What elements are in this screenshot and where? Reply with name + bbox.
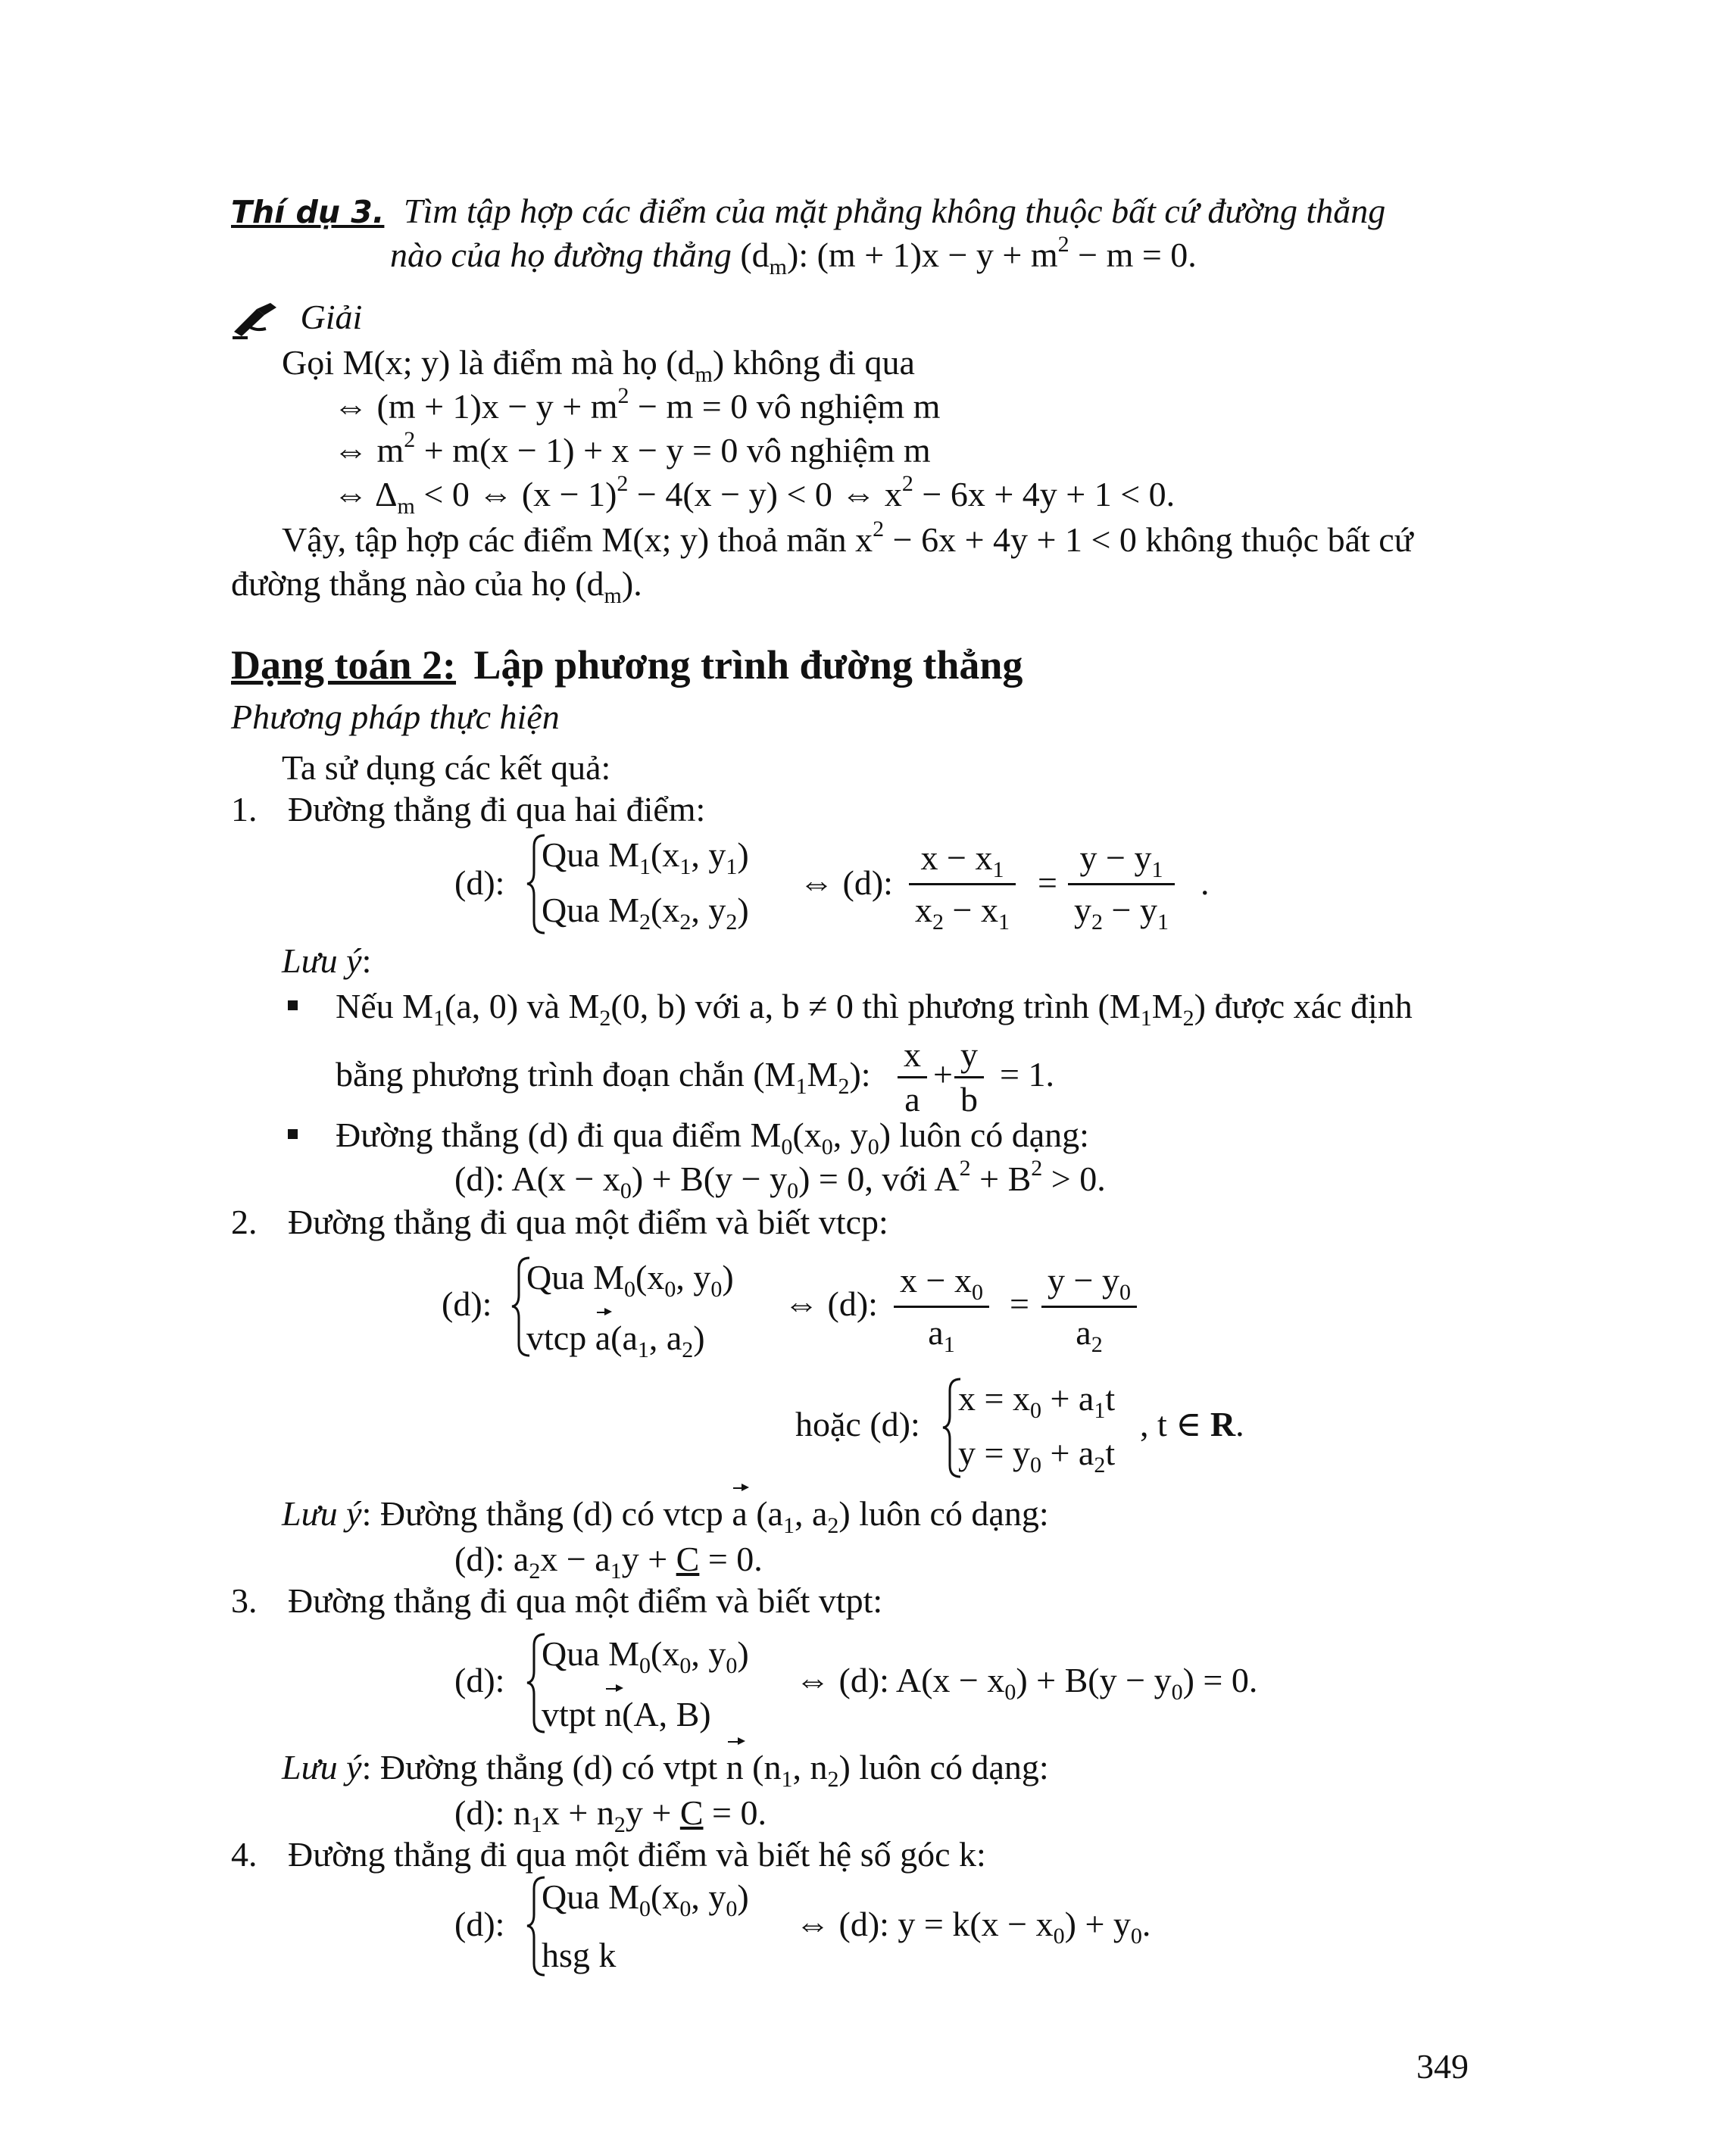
text: Đường thẳng (d) đi qua điểm M xyxy=(336,1116,782,1154)
formula-2-cond-2 xyxy=(526,1316,705,1360)
formula-3-rhs xyxy=(795,1659,1258,1705)
vector-n: n xyxy=(726,1746,744,1790)
subscript: m xyxy=(604,583,622,608)
text: Gọi M(x; y) là điểm mà họ (d xyxy=(282,343,695,382)
text: + a xyxy=(1041,1379,1094,1418)
text: , n xyxy=(792,1748,828,1787)
fraction-denominator xyxy=(894,1306,989,1358)
fraction-denominator: b xyxy=(954,1076,984,1121)
text: ) xyxy=(722,1258,734,1297)
parametric-y xyxy=(958,1431,1116,1478)
formula-4-label: (d): xyxy=(454,1905,505,1943)
text: ⇔ m xyxy=(333,431,404,470)
subscript: 1 xyxy=(726,854,738,879)
text: + a xyxy=(1041,1434,1094,1472)
text: + B xyxy=(970,1159,1032,1198)
formula-3-cond-2 xyxy=(542,1693,711,1737)
text: Qua xyxy=(526,1258,585,1297)
formula-4-cond-1 xyxy=(542,1875,749,1919)
text: , y xyxy=(832,1116,868,1154)
subscript: 1 xyxy=(998,910,1010,935)
text: , t ∈ xyxy=(1140,1405,1210,1443)
text: ) xyxy=(737,1634,749,1673)
subscript: 0 xyxy=(726,1896,738,1921)
example-label: Thí dụ 3. xyxy=(231,194,385,230)
subscript: 2 xyxy=(529,1559,541,1584)
text: (x xyxy=(792,1116,822,1154)
text: ) luôn có dạng: xyxy=(879,1116,1089,1154)
subscript: 1 xyxy=(433,1006,445,1031)
text: R xyxy=(1210,1405,1236,1443)
subscript: 2 xyxy=(1091,1332,1103,1357)
section-title: Lập phương trình đường thẳng xyxy=(473,642,1023,688)
text: ) luôn có dạng: xyxy=(838,1748,1049,1787)
text: y = y xyxy=(958,1434,1030,1472)
item-number: 2. xyxy=(231,1203,258,1241)
note-label: Lưu ý xyxy=(282,941,362,980)
item-4 xyxy=(231,1833,986,1877)
formula-1-fraction-right xyxy=(1068,833,1175,935)
formula-1-fraction-left xyxy=(909,833,1016,935)
formula-2-equals: = xyxy=(1010,1284,1029,1323)
fraction xyxy=(909,833,1016,935)
solution-line-2 xyxy=(333,385,940,429)
parametric-x xyxy=(958,1377,1115,1421)
subscript: 1 xyxy=(1151,857,1163,882)
text: ) xyxy=(737,1877,749,1916)
subscript: 0 xyxy=(679,1653,692,1678)
text: , y xyxy=(691,835,726,874)
superscript: 2 xyxy=(1031,1156,1043,1181)
subscript: 1 xyxy=(1140,1006,1152,1031)
text: ). xyxy=(621,564,642,603)
formula-4-cond-2: hsg k xyxy=(542,1936,617,1974)
note-label: Lưu ý xyxy=(282,1748,362,1787)
text: M xyxy=(608,891,640,929)
subscript: 2 xyxy=(838,1074,850,1099)
text: = 0. xyxy=(699,1540,763,1578)
note-2-line-1 xyxy=(282,1492,1049,1536)
text: : xyxy=(361,941,372,980)
fraction xyxy=(1041,1256,1137,1358)
subscript: m xyxy=(397,494,415,519)
formula-1-cond-1 xyxy=(542,833,749,877)
text: x − a xyxy=(540,1540,610,1578)
item-3 xyxy=(231,1579,882,1623)
solution-conclusion-2 xyxy=(231,562,642,606)
vector-a: a xyxy=(595,1316,610,1360)
text: , a xyxy=(794,1494,828,1533)
parametric-domain xyxy=(1140,1403,1244,1446)
text: (x xyxy=(635,1258,665,1297)
bullet-1-line-2 xyxy=(336,1053,871,1097)
superscript: 2 xyxy=(617,383,629,408)
intercept-fraction-x xyxy=(898,1034,927,1121)
superscript: 2 xyxy=(873,516,885,541)
superscript: 2 xyxy=(959,1156,971,1181)
text: ) = 0. xyxy=(1182,1661,1258,1699)
text: ) được xác định xyxy=(1194,987,1413,1025)
text: : xyxy=(361,1494,372,1533)
text: a xyxy=(928,1313,944,1352)
item-title: Đường thẳng đi qua một điểm và biết vtpt: xyxy=(288,1581,883,1620)
formula-1-label: (d): xyxy=(454,863,505,902)
text: ) xyxy=(737,835,749,874)
fraction xyxy=(1068,833,1175,935)
text: . xyxy=(1235,1405,1244,1443)
subscript: 1 xyxy=(781,1767,793,1792)
intercept-fraction-y xyxy=(954,1034,984,1121)
intro-line: Ta sử dụng các kết quả: xyxy=(282,748,611,787)
text: vtcp xyxy=(526,1318,587,1357)
formula-1-equals: = xyxy=(1038,863,1057,902)
vector-a: a xyxy=(732,1492,747,1536)
subscript: 1 xyxy=(639,854,651,879)
subscript: 0 xyxy=(726,1653,738,1678)
item-number: 4. xyxy=(231,1835,258,1874)
solution-line-1 xyxy=(282,341,915,385)
text: Vậy, tập hợp các điểm M(x; y) thoả mãn x xyxy=(282,520,873,559)
subscript: 0 xyxy=(971,1280,983,1305)
text: = 0. xyxy=(703,1793,767,1832)
text: Đường thẳng (d) có vtcp xyxy=(379,1494,732,1533)
formula-1-period: . xyxy=(1201,863,1210,902)
text: − 6x + 4y + 1 < 0. xyxy=(913,475,1176,513)
fraction xyxy=(954,1034,984,1121)
subscript: 1 xyxy=(610,1559,622,1584)
bullet-2-line-2 xyxy=(454,1157,1106,1201)
text: (a, 0) và M xyxy=(445,987,600,1025)
solution-heading xyxy=(231,295,362,339)
section-label: Dạng toán 2: xyxy=(231,642,457,688)
text: (A, B) xyxy=(622,1695,711,1734)
subscript: 0 xyxy=(639,1896,651,1921)
text: (d): A(x − x xyxy=(454,1159,620,1198)
fraction xyxy=(898,1034,927,1121)
formula-2-equiv: ⇔ (d): xyxy=(784,1284,878,1323)
subscript: 0 xyxy=(821,1134,833,1159)
subscript: 0 xyxy=(624,1277,636,1302)
formula-2-cond-1 xyxy=(526,1256,734,1300)
text: C xyxy=(679,1793,704,1832)
text: , y xyxy=(676,1258,711,1297)
text: M xyxy=(1151,987,1183,1025)
subscript: 2 xyxy=(726,910,738,935)
text: ): (m + 1)x − y + m xyxy=(787,236,1058,274)
fraction-denominator xyxy=(909,883,1016,935)
formula-2-fraction-right xyxy=(1041,1256,1137,1358)
example-line-2 xyxy=(390,233,1197,277)
subscript: 1 xyxy=(679,854,692,879)
subscript: 1 xyxy=(795,1074,807,1099)
formula-2-fraction-left xyxy=(894,1256,989,1358)
text: Đường thẳng (d) có vtpt xyxy=(379,1748,726,1787)
text: (x xyxy=(651,1634,680,1673)
formula-1-equiv: ⇔ (d): xyxy=(799,863,893,902)
subscript: 0 xyxy=(867,1134,879,1159)
text: x = x xyxy=(958,1379,1030,1418)
solution-line-3 xyxy=(333,429,931,473)
text: bằng phương trình đoạn chắn (M xyxy=(336,1055,796,1094)
formula-2-label: (d): xyxy=(442,1284,492,1323)
item-number: 3. xyxy=(231,1581,258,1620)
example-question-2: nào của họ đường thẳng xyxy=(390,236,732,274)
subscript: 0 xyxy=(679,1896,692,1921)
subscript: 2 xyxy=(1091,910,1103,935)
subscript: 1 xyxy=(1094,1398,1106,1423)
subscript: m xyxy=(695,362,713,387)
text: ) + B(y − y xyxy=(631,1159,788,1198)
text: Qua xyxy=(542,835,600,874)
text: Nếu M xyxy=(336,987,434,1025)
superscript: 2 xyxy=(901,471,913,496)
subscript: 2 xyxy=(599,1006,611,1031)
text: ⇔ (d): y = k(x − x xyxy=(795,1905,1054,1943)
text: − 4(x − y) < 0 ⇔ x xyxy=(628,475,902,513)
vector-n: n xyxy=(604,1693,622,1737)
text: C xyxy=(676,1540,700,1578)
text: a xyxy=(1076,1313,1091,1352)
subscript: 2 xyxy=(827,1767,839,1792)
bullet-2-line-1 xyxy=(288,1113,1089,1157)
superscript: 2 xyxy=(617,471,629,496)
fraction-numerator xyxy=(1041,1256,1137,1306)
fraction-numerator xyxy=(894,1256,989,1306)
note-3-line-1 xyxy=(282,1746,1049,1790)
fraction-numerator xyxy=(909,833,1016,883)
text: Qua xyxy=(542,891,600,929)
text: . xyxy=(1141,1905,1151,1943)
subscript: 1 xyxy=(637,1337,649,1362)
subscript: 0 xyxy=(1029,1398,1041,1423)
formula-3-cond-1 xyxy=(542,1632,749,1676)
subscript: 0 xyxy=(664,1277,676,1302)
fraction-denominator: a xyxy=(898,1076,927,1121)
intercept-equals-one: = 1. xyxy=(1000,1055,1054,1094)
text: − x xyxy=(944,891,998,929)
fraction xyxy=(894,1256,989,1358)
note-3-line-2 xyxy=(454,1791,767,1835)
text: ) không đi qua xyxy=(712,343,915,382)
superscript: 2 xyxy=(404,427,416,452)
text: + m(x − 1) + x − y = 0 vô nghiệm m xyxy=(415,431,931,470)
text: x + n xyxy=(542,1793,614,1832)
page-number: 349 xyxy=(1416,2047,1469,2086)
text: x xyxy=(915,891,932,929)
example-line-1 xyxy=(231,189,1385,234)
subscript: 2 xyxy=(827,1513,839,1538)
text: ⇔ (d): A(x − x xyxy=(795,1661,1005,1699)
text: (x xyxy=(651,891,680,929)
text: đường thẳng nào của họ (d xyxy=(231,564,604,603)
fraction-denominator xyxy=(1041,1306,1137,1358)
subscript: 0 xyxy=(1130,1924,1142,1949)
bullet-1-line-1 xyxy=(288,985,1413,1031)
subscript: 1 xyxy=(782,1513,795,1538)
text: (x xyxy=(651,1877,680,1916)
solution-label: Giải xyxy=(300,298,363,336)
text: ): xyxy=(849,1055,871,1094)
subscript: 2 xyxy=(614,1812,626,1837)
text: Qua xyxy=(542,1877,600,1916)
item-title: Đường thẳng đi qua hai điểm: xyxy=(288,790,706,829)
text: M xyxy=(807,1055,838,1094)
text: − 6x + 4y + 1 < 0 không thuộc bất cứ xyxy=(884,520,1413,559)
text: , y xyxy=(691,891,726,929)
method-subtitle: Phương pháp thực hiện xyxy=(231,697,560,736)
text: − m = 0. xyxy=(1069,236,1197,274)
intercept-plus: + xyxy=(933,1055,953,1094)
text: (d xyxy=(731,236,770,274)
text: ) = 0, với A xyxy=(798,1159,960,1198)
text: (a xyxy=(747,1494,783,1533)
text: y xyxy=(1074,891,1091,929)
text: x − x xyxy=(920,838,993,877)
fraction-denominator xyxy=(1068,883,1175,935)
text: y + xyxy=(621,1540,676,1578)
subscript: 0 xyxy=(620,1178,632,1203)
subscript: 1 xyxy=(992,857,1004,882)
subscript: 2 xyxy=(682,1337,694,1362)
text: M xyxy=(608,1634,640,1673)
section-heading xyxy=(231,640,1023,690)
fraction-numerator: x xyxy=(904,1035,921,1074)
subscript: 0 xyxy=(1053,1924,1065,1949)
subscript: 0 xyxy=(1171,1680,1183,1705)
subscript: 2 xyxy=(932,910,944,935)
text: > 0. xyxy=(1042,1159,1106,1198)
text: M xyxy=(608,1877,640,1916)
text: ⇔ Δ xyxy=(333,475,398,513)
text: ) xyxy=(737,891,749,929)
text: ) xyxy=(693,1318,705,1357)
subscript: 2 xyxy=(639,910,651,935)
text: t xyxy=(1105,1379,1116,1418)
text: ⇔ (m + 1)x − y + m xyxy=(333,387,618,426)
formula-4-rhs xyxy=(795,1902,1151,1949)
pen-hand-icon xyxy=(231,301,284,339)
text: vtpt xyxy=(542,1695,596,1734)
text: ) + y xyxy=(1064,1905,1131,1943)
subscript: 0 xyxy=(639,1653,651,1678)
fraction-numerator xyxy=(1068,833,1175,883)
parametric-label: hoặc (d): xyxy=(795,1405,920,1443)
text: : xyxy=(361,1748,372,1787)
subscript: 1 xyxy=(1157,910,1169,935)
bullet-icon xyxy=(288,1129,298,1139)
subscript: 1 xyxy=(530,1812,542,1837)
subscript: 0 xyxy=(1004,1680,1016,1705)
text: (a xyxy=(610,1318,638,1357)
text: − y xyxy=(1103,891,1157,929)
formula-3-label: (d): xyxy=(454,1661,505,1699)
item-2 xyxy=(231,1200,888,1244)
subscript: 0 xyxy=(787,1178,799,1203)
text: (x xyxy=(651,835,680,874)
text: M xyxy=(593,1258,625,1297)
text: y − y xyxy=(1048,1261,1119,1300)
item-title: Đường thẳng đi qua một điểm và biết vtcp: xyxy=(288,1203,888,1241)
note-1-heading xyxy=(282,939,371,983)
subscript: 0 xyxy=(1119,1280,1131,1305)
subscript: 0 xyxy=(781,1134,793,1159)
text: y + xyxy=(625,1793,680,1832)
text: (d): n xyxy=(454,1793,531,1832)
example-question-1: Tìm tập hợp các điểm của mặt phẳng không thuộc bất cứ đường thẳng xyxy=(403,192,1386,230)
text: , y xyxy=(691,1634,726,1673)
item-1 xyxy=(231,788,705,832)
text: (d): a xyxy=(454,1540,529,1578)
text: t xyxy=(1105,1434,1116,1472)
bullet-icon xyxy=(288,1000,298,1010)
formula-1-cond-2 xyxy=(542,888,749,935)
text: < 0 ⇔ (x − 1) xyxy=(414,475,617,513)
text: (n xyxy=(743,1748,782,1787)
note-label: Lưu ý xyxy=(282,1494,362,1533)
text: − m = 0 vô nghiệm m xyxy=(629,387,941,426)
subscript: 2 xyxy=(679,910,692,935)
subscript: 2 xyxy=(1094,1453,1106,1478)
item-number: 1. xyxy=(231,790,258,829)
note-2-line-2 xyxy=(454,1537,763,1584)
solution-conclusion-1 xyxy=(282,518,1413,562)
text: M xyxy=(608,835,640,874)
text: (0, b) với a, b ≠ 0 thì phương trình (M xyxy=(610,987,1141,1025)
text: Qua xyxy=(542,1634,600,1673)
solution-line-4 xyxy=(333,471,1176,519)
text: , y xyxy=(691,1877,726,1916)
subscript: 1 xyxy=(943,1332,955,1357)
subscript: 0 xyxy=(1029,1453,1041,1478)
superscript: 2 xyxy=(1057,232,1069,257)
subscript: 0 xyxy=(710,1277,723,1302)
text: x − x xyxy=(900,1261,972,1300)
subscript: 2 xyxy=(1182,1006,1194,1031)
subscript: m xyxy=(769,254,788,279)
fraction-numerator: y xyxy=(960,1035,978,1074)
text: , a xyxy=(648,1318,682,1357)
text: y − y xyxy=(1079,838,1152,877)
text: ) + B(y − y xyxy=(1016,1661,1172,1699)
text: ) luôn có dạng: xyxy=(838,1494,1049,1533)
item-title: Đường thẳng đi qua một điểm và biết hệ số góc k: xyxy=(288,1835,986,1874)
